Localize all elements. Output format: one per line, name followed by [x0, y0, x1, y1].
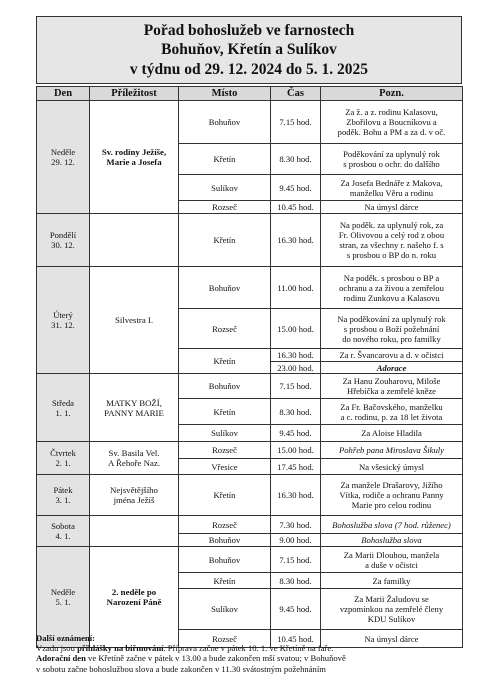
announcement-line [36, 653, 466, 663]
day-label: Neděle 29. 12. [50, 147, 76, 167]
table-row [37, 267, 463, 309]
note-cell: Za Fr. Bačovského, manželku a c. rodinu, p. za 18 let života [321, 399, 463, 425]
place-cell: Rozseč [179, 442, 271, 459]
note-cell: Poděkování za uplynulý rok s prosbou o ochr. do dalšího [321, 144, 463, 175]
time-cell: 9.45 hod. [271, 175, 321, 201]
note-cell: Na poděk. za uplynulý rok, za Fr. Olivovou a celý rod z obou stran, za všechny r. našeho f. s s prosbou o BP do n. roku [321, 214, 463, 267]
place-cell: Vřesice [179, 459, 271, 475]
time-cell: 16.30 hod. [271, 349, 321, 362]
place-cell: Sulíkov [179, 589, 271, 630]
occasion-cell [90, 214, 179, 267]
col-occasion: Příležitost [90, 87, 179, 101]
day-cell [37, 516, 90, 547]
day-cell [37, 374, 90, 442]
col-day: Den [37, 87, 90, 101]
day-cell [37, 267, 90, 374]
occasion-label: 2. neděle po Narození Páně [106, 587, 162, 607]
time-cell: 23.00 hod. [271, 362, 321, 374]
col-time: Čas [271, 87, 321, 101]
table-row [37, 547, 463, 573]
time-cell: 17.45 hod. [271, 459, 321, 475]
note-cell: Na všesický úmysl [321, 459, 463, 475]
note-cell: Na poděk. s prosbou o BP a ochranu a za živou a zemřelou rodinu Zunkovu a Kalasovu [321, 267, 463, 309]
note-cell: Za Marii Dlouhou, manžela a duše v očistci [321, 547, 463, 573]
time-cell: 16.30 hod. [271, 214, 321, 267]
occasion-cell [90, 442, 179, 475]
occasion-label: Sv. Basila Vel. A Řehoře Naz. [107, 448, 161, 468]
day-label: Sobota 4. 1. [51, 521, 75, 541]
col-note: Pozn. [321, 87, 463, 101]
note-cell: Bohoslužba slova (7 hod. růženec) [321, 516, 463, 534]
occasion-cell [90, 374, 179, 442]
time-cell: 9.00 hod. [271, 534, 321, 547]
occasion-cell [90, 267, 179, 374]
header-week: v týdnu od 29. 12. 2024 do 5. 1. 2025 [129, 61, 369, 78]
table-row [37, 475, 463, 516]
table-row [37, 442, 463, 459]
place-cell: Křetín [179, 349, 271, 374]
occasion-cell [90, 475, 179, 516]
occasion-cell [90, 101, 179, 214]
time-cell: 8.30 hod. [271, 399, 321, 425]
note-cell: Za manžele Drašarovy, Jižího Vítka, rodiče a ochranu Panny Marie pro celou rodinu [321, 475, 463, 516]
day-cell [37, 442, 90, 475]
place-cell: Rozseč [179, 516, 271, 534]
note-cell: Za Marii Žaludovu se vzpomínkou na zemřelé členy KDU Sulíkov [321, 589, 463, 630]
col-place: Místo [179, 87, 271, 101]
occasion-label: Silvestra I. [114, 315, 154, 325]
time-cell: 10.45 hod. [271, 630, 321, 648]
note-cell: Pohřeb pana Miroslava Šikuly [321, 442, 463, 459]
table-row [37, 214, 463, 267]
place-cell: Rozseč [179, 309, 271, 349]
time-cell: 9.45 hod. [271, 589, 321, 630]
note-cell: Za r. Švancarovu a d. v očistci [321, 349, 463, 362]
occasion-label: MATKY BOŽÍ, PANNY MARIE [104, 397, 164, 418]
announcement-highlight: Adorační den [36, 653, 86, 664]
table-row [37, 101, 463, 144]
announcement-line [36, 643, 466, 653]
time-cell: 7.15 hod. [271, 547, 321, 573]
table-row [37, 374, 463, 399]
place-cell: Bohuňov [179, 101, 271, 144]
place-cell: Sulíkov [179, 425, 271, 442]
place-cell: Rozseč [179, 201, 271, 214]
place-cell: Křetín [179, 475, 271, 516]
note-cell: Za Aloise Hladila [321, 425, 463, 442]
announcement-highlight: přihlášky na biřmování [77, 643, 164, 654]
note-cell: Za Josefa Bednáře z Makova, manželku Věru a rodinu [321, 175, 463, 201]
place-cell: Křetín [179, 144, 271, 175]
place-cell: Bohuňov [179, 374, 271, 399]
announcements-title: Další oznámení: [36, 633, 95, 643]
time-cell: 8.30 hod. [271, 573, 321, 589]
schedule-table [36, 86, 463, 648]
time-cell: 7.30 hod. [271, 516, 321, 534]
note-cell: Na úmysl dárce [321, 630, 463, 648]
time-cell: 10.45 hod. [271, 201, 321, 214]
day-label: Neděle 5. 1. [50, 587, 76, 607]
table-row [37, 516, 463, 534]
day-cell [37, 475, 90, 516]
occasion-label: Nejsvětějšího jména Ježíš [110, 485, 158, 505]
time-cell: 15.00 hod. [271, 309, 321, 349]
place-cell: Bohuňov [179, 267, 271, 309]
time-cell: 15.00 hod. [271, 442, 321, 459]
note-cell: Za familky [321, 573, 463, 589]
place-cell: Křetín [179, 214, 271, 267]
note-cell: Bohoslužba slova [321, 534, 463, 547]
table-header-row [37, 87, 463, 101]
occasion-cell [90, 516, 179, 547]
note-cell: Za Hanu Zouharovu, Miloše Hřebíčka a zemřelé kněze [321, 374, 463, 399]
note-cell: Na úmysl dárce [321, 201, 463, 214]
note-cell: Adorace [321, 362, 463, 374]
time-cell: 11.00 hod. [271, 267, 321, 309]
time-cell: 9.45 hod. [271, 425, 321, 442]
time-cell: 8.30 hod. [271, 144, 321, 175]
announcement-text: Vzadu jsou [36, 643, 78, 654]
day-cell [37, 214, 90, 267]
place-cell: Sulíkov [179, 175, 271, 201]
header-title: Pořad bohoslužeb ve farnostech [143, 22, 355, 39]
place-cell: Křetín [179, 399, 271, 425]
day-label: Středa 1. 1. [52, 397, 74, 418]
announcement-line: v sobotu začne bohoslužbou slova a bude zakončen v 11.30 svátostným požehnáním [36, 663, 326, 674]
place-cell: Bohuňov [179, 534, 271, 547]
place-cell: Křetín [179, 573, 271, 589]
time-cell: 7.15 hod. [271, 374, 321, 399]
day-label: Úterý 31. 12. [51, 310, 75, 330]
announcement-text: ve Křetíně začne v pátek v 13.00 a bude zakončen mší svatou; v Bohuňově [85, 653, 346, 664]
header-parishes: Bohuňov, Křetín a Sulíkov [161, 41, 337, 58]
place-cell: Rozseč [179, 630, 271, 648]
note-cell: Za ž. a z. rodinu Kalasovu, Zbořilovu a Boucníkovu a poděk. Bohu a PM a za d. v oč. [321, 101, 463, 144]
announcement-text: . Příprava začne v pátek 10. 1. ve Křetíně na faře. [163, 643, 334, 654]
day-cell [37, 101, 90, 214]
schedule-header [36, 16, 462, 84]
announcements [36, 633, 466, 674]
day-label: Pátek 3. 1. [53, 485, 73, 505]
occasion-label: Sv. rodiny Ježíše, Marie a Josefa [101, 147, 167, 167]
time-cell: 16.30 hod. [271, 475, 321, 516]
day-label: Čtvrtek 2. 1. [50, 448, 76, 468]
note-cell: Na poděkování za uplynulý rok s prosbou o Boží požehnání do nového roku, pro familky [321, 309, 463, 349]
place-cell: Bohuňov [179, 547, 271, 573]
time-cell: 7.15 hod. [271, 101, 321, 144]
day-label: Pondělí 30. 12. [49, 230, 77, 250]
